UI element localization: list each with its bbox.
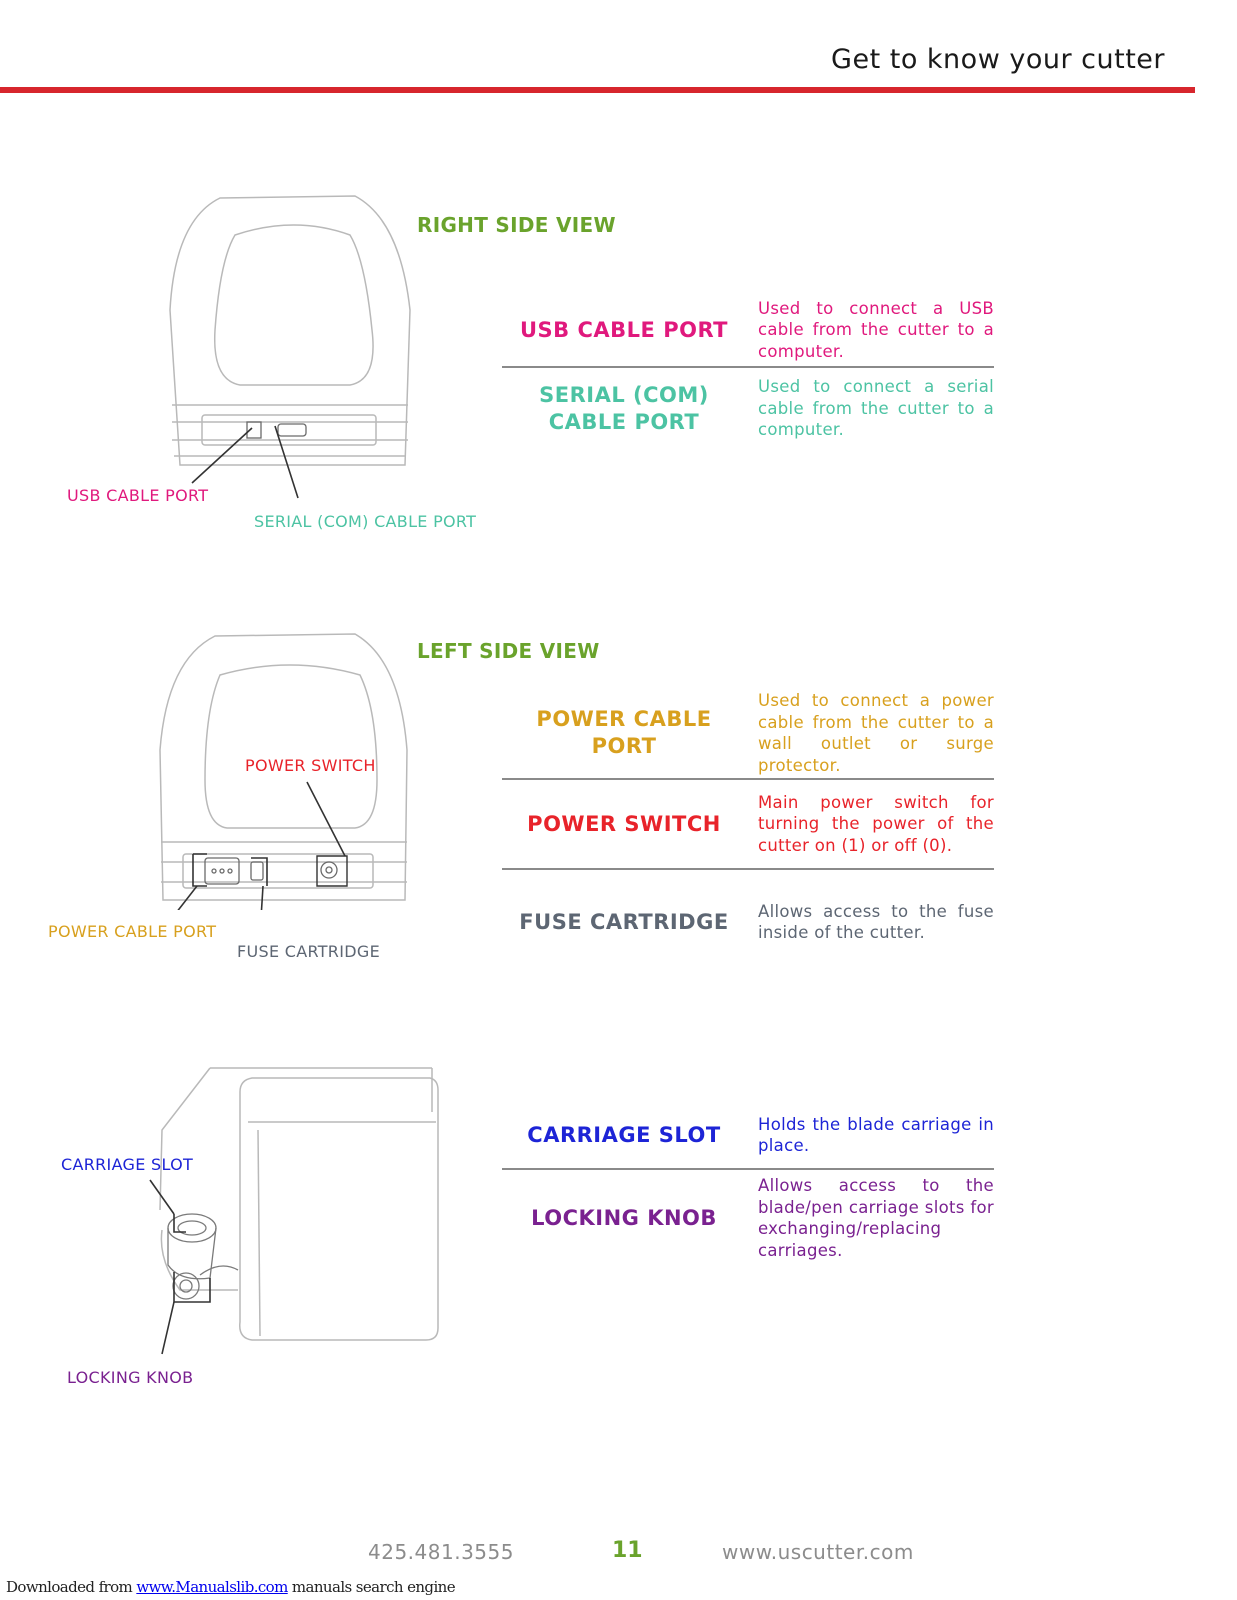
table-row — [502, 1102, 994, 1170]
table-row — [502, 294, 994, 368]
table-row — [502, 368, 994, 448]
right-side-illustration — [160, 190, 420, 510]
carriage-illustration — [140, 1060, 450, 1360]
desc-locking-knob: Allows access to the blade/pen carriage slots for exchanging/replacing carriages. — [758, 1176, 994, 1260]
left-side-table — [502, 688, 994, 974]
desc-power-switch: Main power switch for turning the power of the cutter on (1) or off (0). — [758, 792, 994, 855]
term-usb: USB CABLE PORT — [520, 317, 728, 342]
term-locking-knob: LOCKING KNOB — [531, 1205, 717, 1230]
desc-serial: Used to connect a serial cable from the cutter to a computer. — [758, 377, 994, 439]
table-row — [502, 780, 994, 870]
download-prefix: Downloaded from — [6, 1578, 137, 1596]
desc-fuse: Allows access to the fuse inside of the cutter. — [758, 901, 994, 942]
table-row — [502, 1170, 994, 1266]
desc-usb: Used to connect a USB cable from the cutter to a computer. — [758, 298, 994, 361]
callout-fuse: FUSE CARTRIDGE — [237, 942, 380, 961]
term-power-switch: POWER SWITCH — [527, 811, 721, 836]
download-suffix: manuals search engine — [287, 1578, 455, 1596]
right-side-heading: RIGHT SIDE VIEW — [417, 213, 616, 237]
callout-power-switch: POWER SWITCH — [245, 756, 376, 775]
manualslib-link[interactable]: www.Manualslib.com — [136, 1578, 288, 1596]
right-side-table — [502, 294, 994, 448]
term-fuse: FUSE CARTRIDGE — [519, 909, 729, 934]
table-row — [502, 870, 994, 974]
term-power-port: POWER CABLE PORT — [536, 707, 712, 758]
callout-serial-port: SERIAL (COM) CABLE PORT — [254, 512, 477, 531]
carriage-table — [502, 1102, 994, 1266]
desc-carriage-slot: Holds the blade carriage in place. — [758, 1114, 994, 1155]
callout-power-port: POWER CABLE PORT — [48, 922, 217, 941]
term-carriage-slot: CARRIAGE SLOT — [527, 1122, 721, 1147]
table-row — [502, 688, 994, 780]
callout-carriage-slot: CARRIAGE SLOT — [61, 1155, 194, 1174]
callout-usb-port: USB CABLE PORT — [67, 486, 209, 505]
download-note — [6, 1578, 455, 1596]
page-title: Get to know your cutter — [831, 44, 1165, 75]
footer-website: www.uscutter.com — [722, 1540, 914, 1564]
term-serial: SERIAL (COM) CABLE PORT — [539, 383, 709, 434]
page-number: 11 — [612, 1538, 643, 1563]
header-rule — [0, 87, 1195, 93]
footer-phone: 425.481.3555 — [368, 1540, 514, 1564]
desc-power-port: Used to connect a power cable from the cutter to a wall outlet or surge protector. — [758, 691, 994, 775]
callout-locking-knob: LOCKING KNOB — [67, 1368, 194, 1387]
left-side-heading: LEFT SIDE VIEW — [417, 639, 600, 663]
